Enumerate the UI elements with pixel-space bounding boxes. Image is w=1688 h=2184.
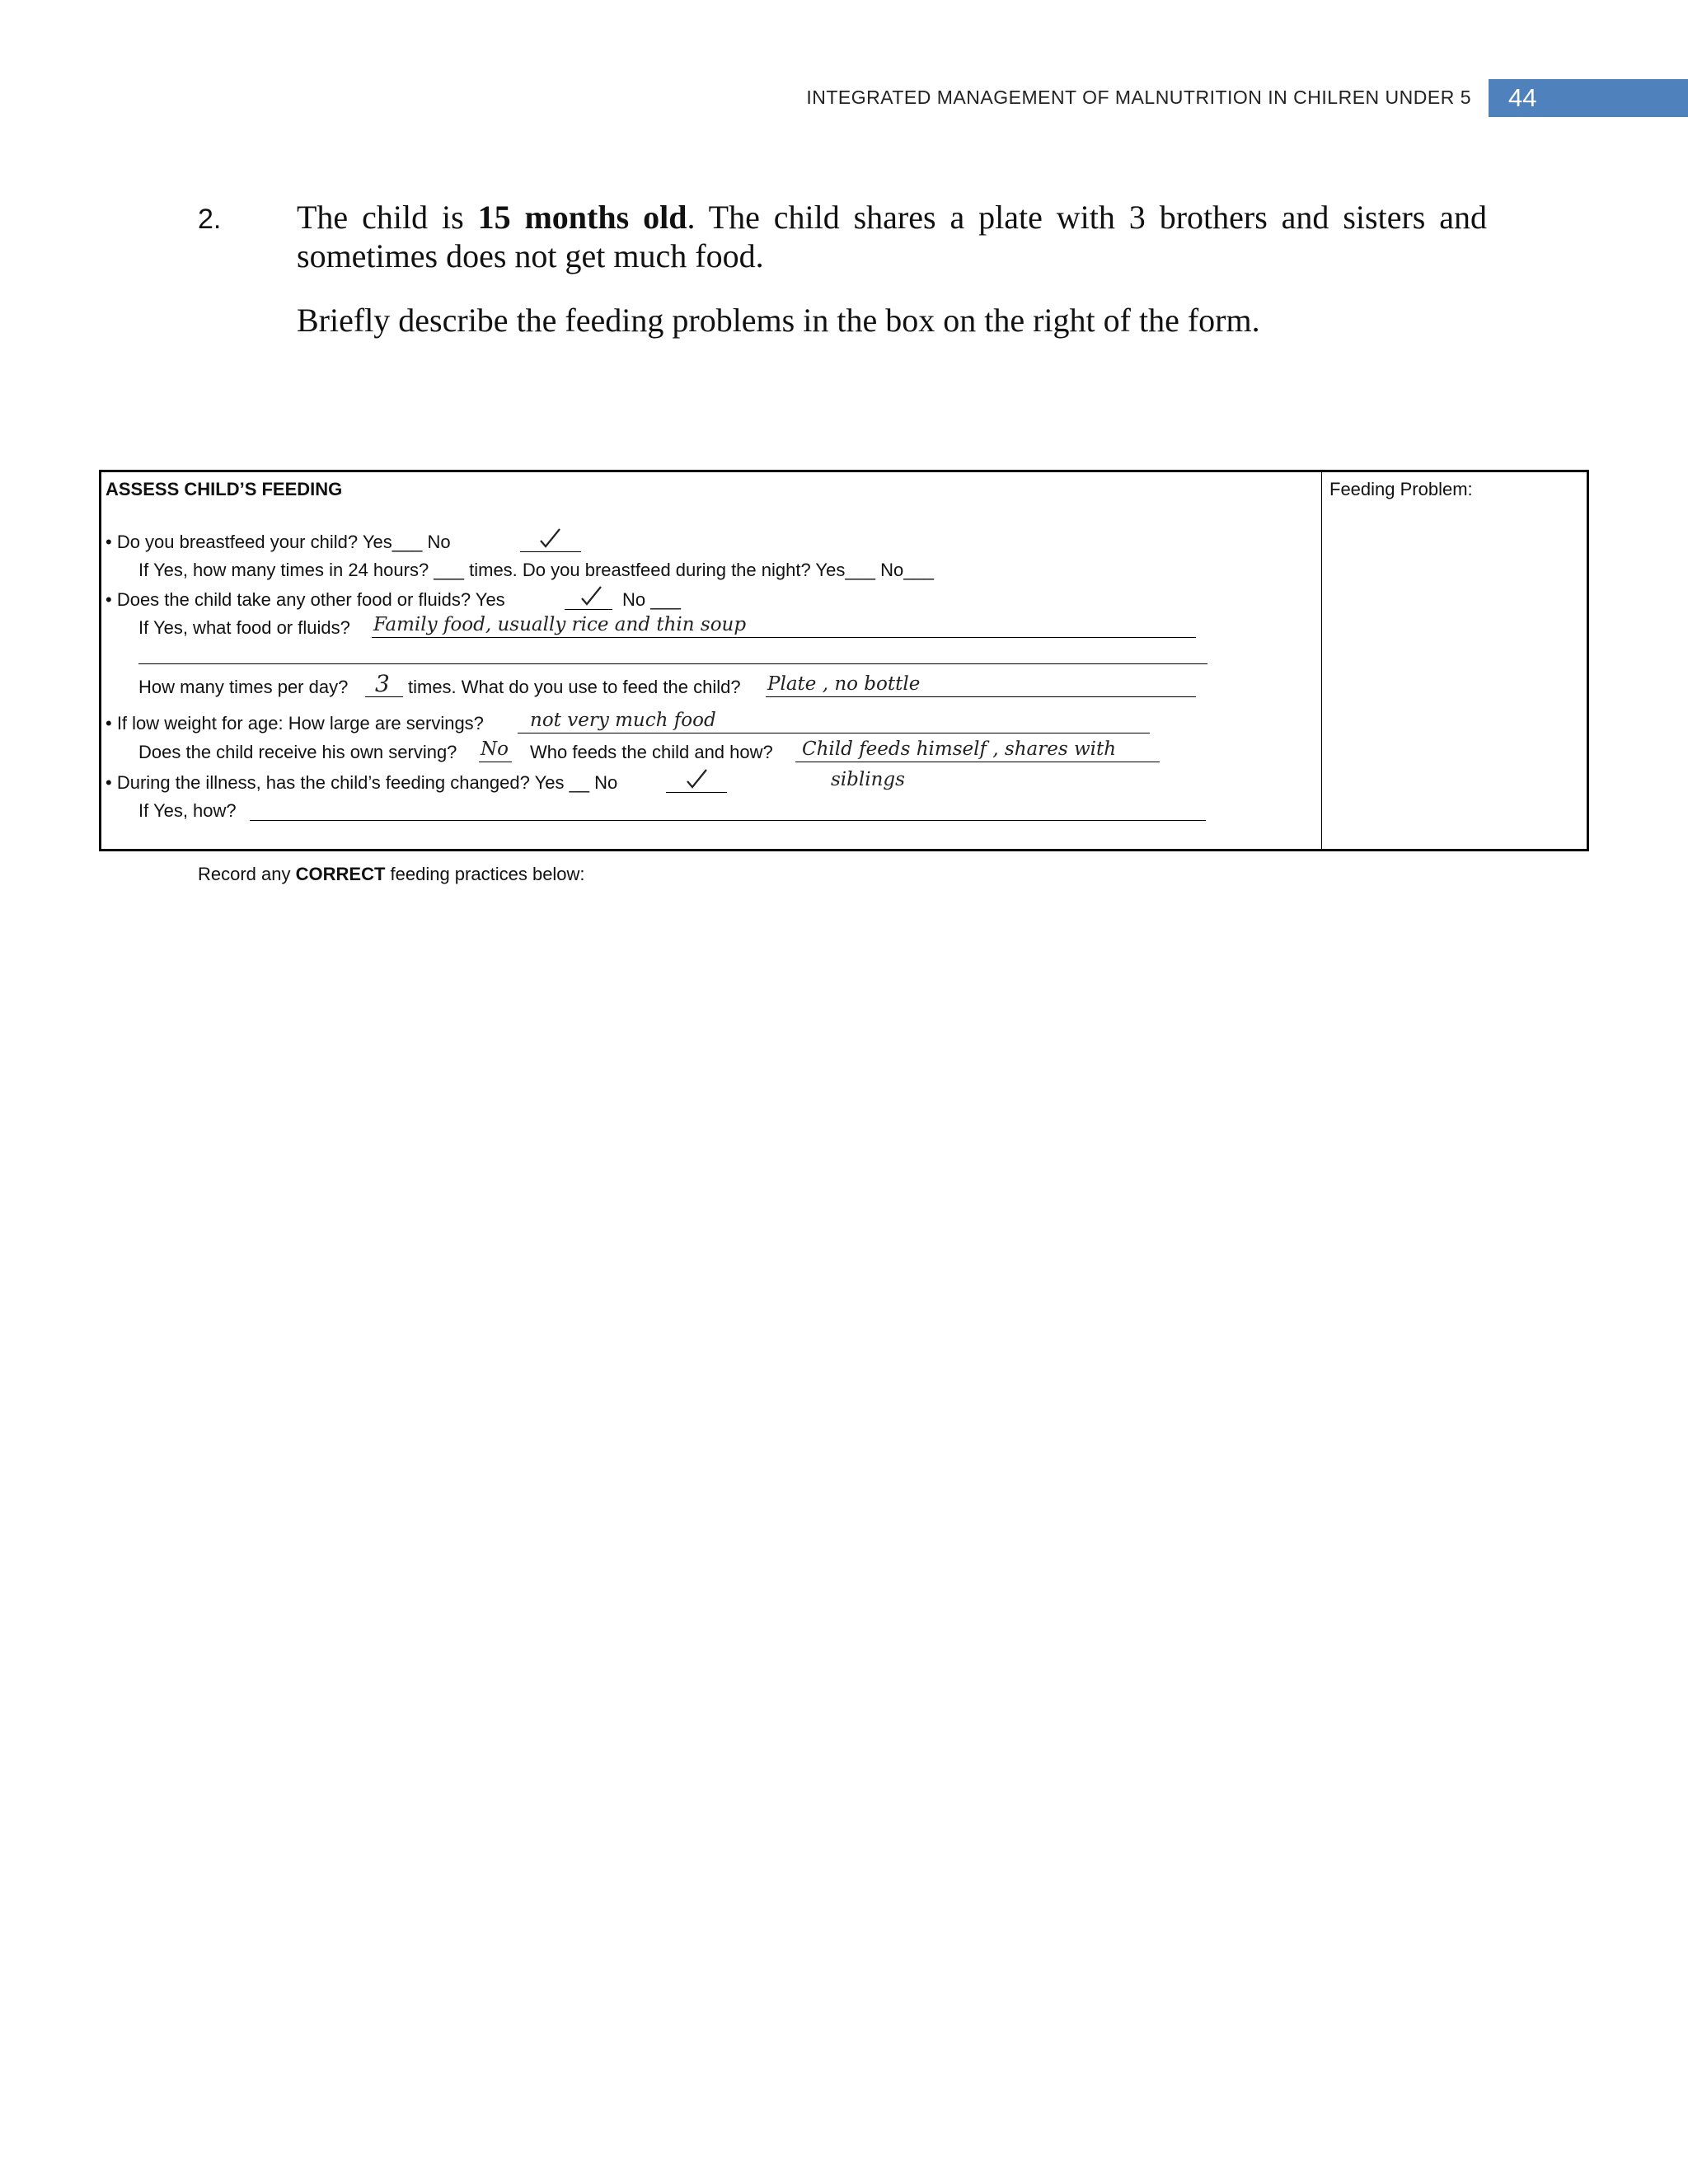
answer-line-feed-with <box>766 696 1196 697</box>
form-column-divider <box>1321 472 1322 849</box>
form-heading: ASSESS CHILD’S FEEDING <box>106 479 343 499</box>
exercise-text-age: 15 months old <box>477 199 687 236</box>
question-times-per-day: How many times per day? <box>138 677 349 697</box>
question-other-food-no: No ___ <box>622 589 681 610</box>
answer-line-extra <box>138 663 1207 664</box>
feeding-problem-label: Feeding Problem: <box>1329 479 1473 499</box>
assess-feeding-form <box>99 470 1589 851</box>
checkmark-icon <box>685 767 710 790</box>
answer-who-feeds-cont: siblings <box>831 769 905 790</box>
answer-what-food: Family food, usually rice and thin soup <box>373 614 747 635</box>
page-number-badge: 44 <box>1489 79 1688 117</box>
question-feeding-changed: • During the illness, has the child’s feeding changed? Yes __ No <box>106 772 618 793</box>
question-servings: • If low weight for age: How large are servings? <box>106 713 484 733</box>
record-text-a: Record any <box>198 864 296 884</box>
exercise-number: 2. <box>198 204 222 235</box>
answer-line-yes-food <box>565 609 612 610</box>
record-text-b: feeding practices below: <box>385 864 585 884</box>
question-breastfeed: • Do you breastfeed your child? Yes___ No <box>106 532 451 552</box>
question-other-food: • Does the child take any other food or fluids? Yes <box>106 589 505 610</box>
record-correct-practices <box>198 864 585 885</box>
answer-times-per-day: 3 <box>375 670 390 697</box>
question-breastfeed-sub: If Yes, how many times in 24 hours? ___ times. Do you breastfeed during the night? Yes___ No___ <box>138 560 934 580</box>
answer-line-what-food <box>372 637 1196 638</box>
question-own-serving: Does the child receive his own serving? <box>138 742 457 762</box>
answer-line-no-breastfeed <box>520 551 581 552</box>
answer-who-feeds: Child feeds himself , shares with <box>802 738 1117 760</box>
answer-servings: not very much food <box>530 710 716 731</box>
running-header-title: INTEGRATED MANAGEMENT OF MALNUTRITION IN CHILREN UNDER 5 <box>806 87 1471 108</box>
record-text-bold: CORRECT <box>295 864 386 884</box>
answer-line-how-changed <box>250 820 1206 821</box>
exercise-text <box>297 198 1487 275</box>
exercise-instruction: Briefly describe the feeding problems in the box on the right of the form. <box>297 302 1260 339</box>
exercise-text-a: The child is <box>297 199 478 236</box>
exercise-text-b: . The child shares a plate with 3 brothers and sisters and sometimes does not get much food. <box>297 199 1488 274</box>
question-who-feeds: Who feeds the child and how? <box>530 742 773 762</box>
answer-feed-with: Plate , no bottle <box>767 673 921 695</box>
question-how-changed: If Yes, how? <box>138 800 237 821</box>
question-what-food: If Yes, what food or fluids? <box>138 617 350 638</box>
checkmark-icon <box>579 584 604 607</box>
question-feed-with: times. What do you use to feed the child? <box>408 677 741 697</box>
checkmark-icon <box>538 527 563 550</box>
answer-own-serving: No <box>481 738 509 760</box>
answer-line-no-changed <box>666 792 727 793</box>
